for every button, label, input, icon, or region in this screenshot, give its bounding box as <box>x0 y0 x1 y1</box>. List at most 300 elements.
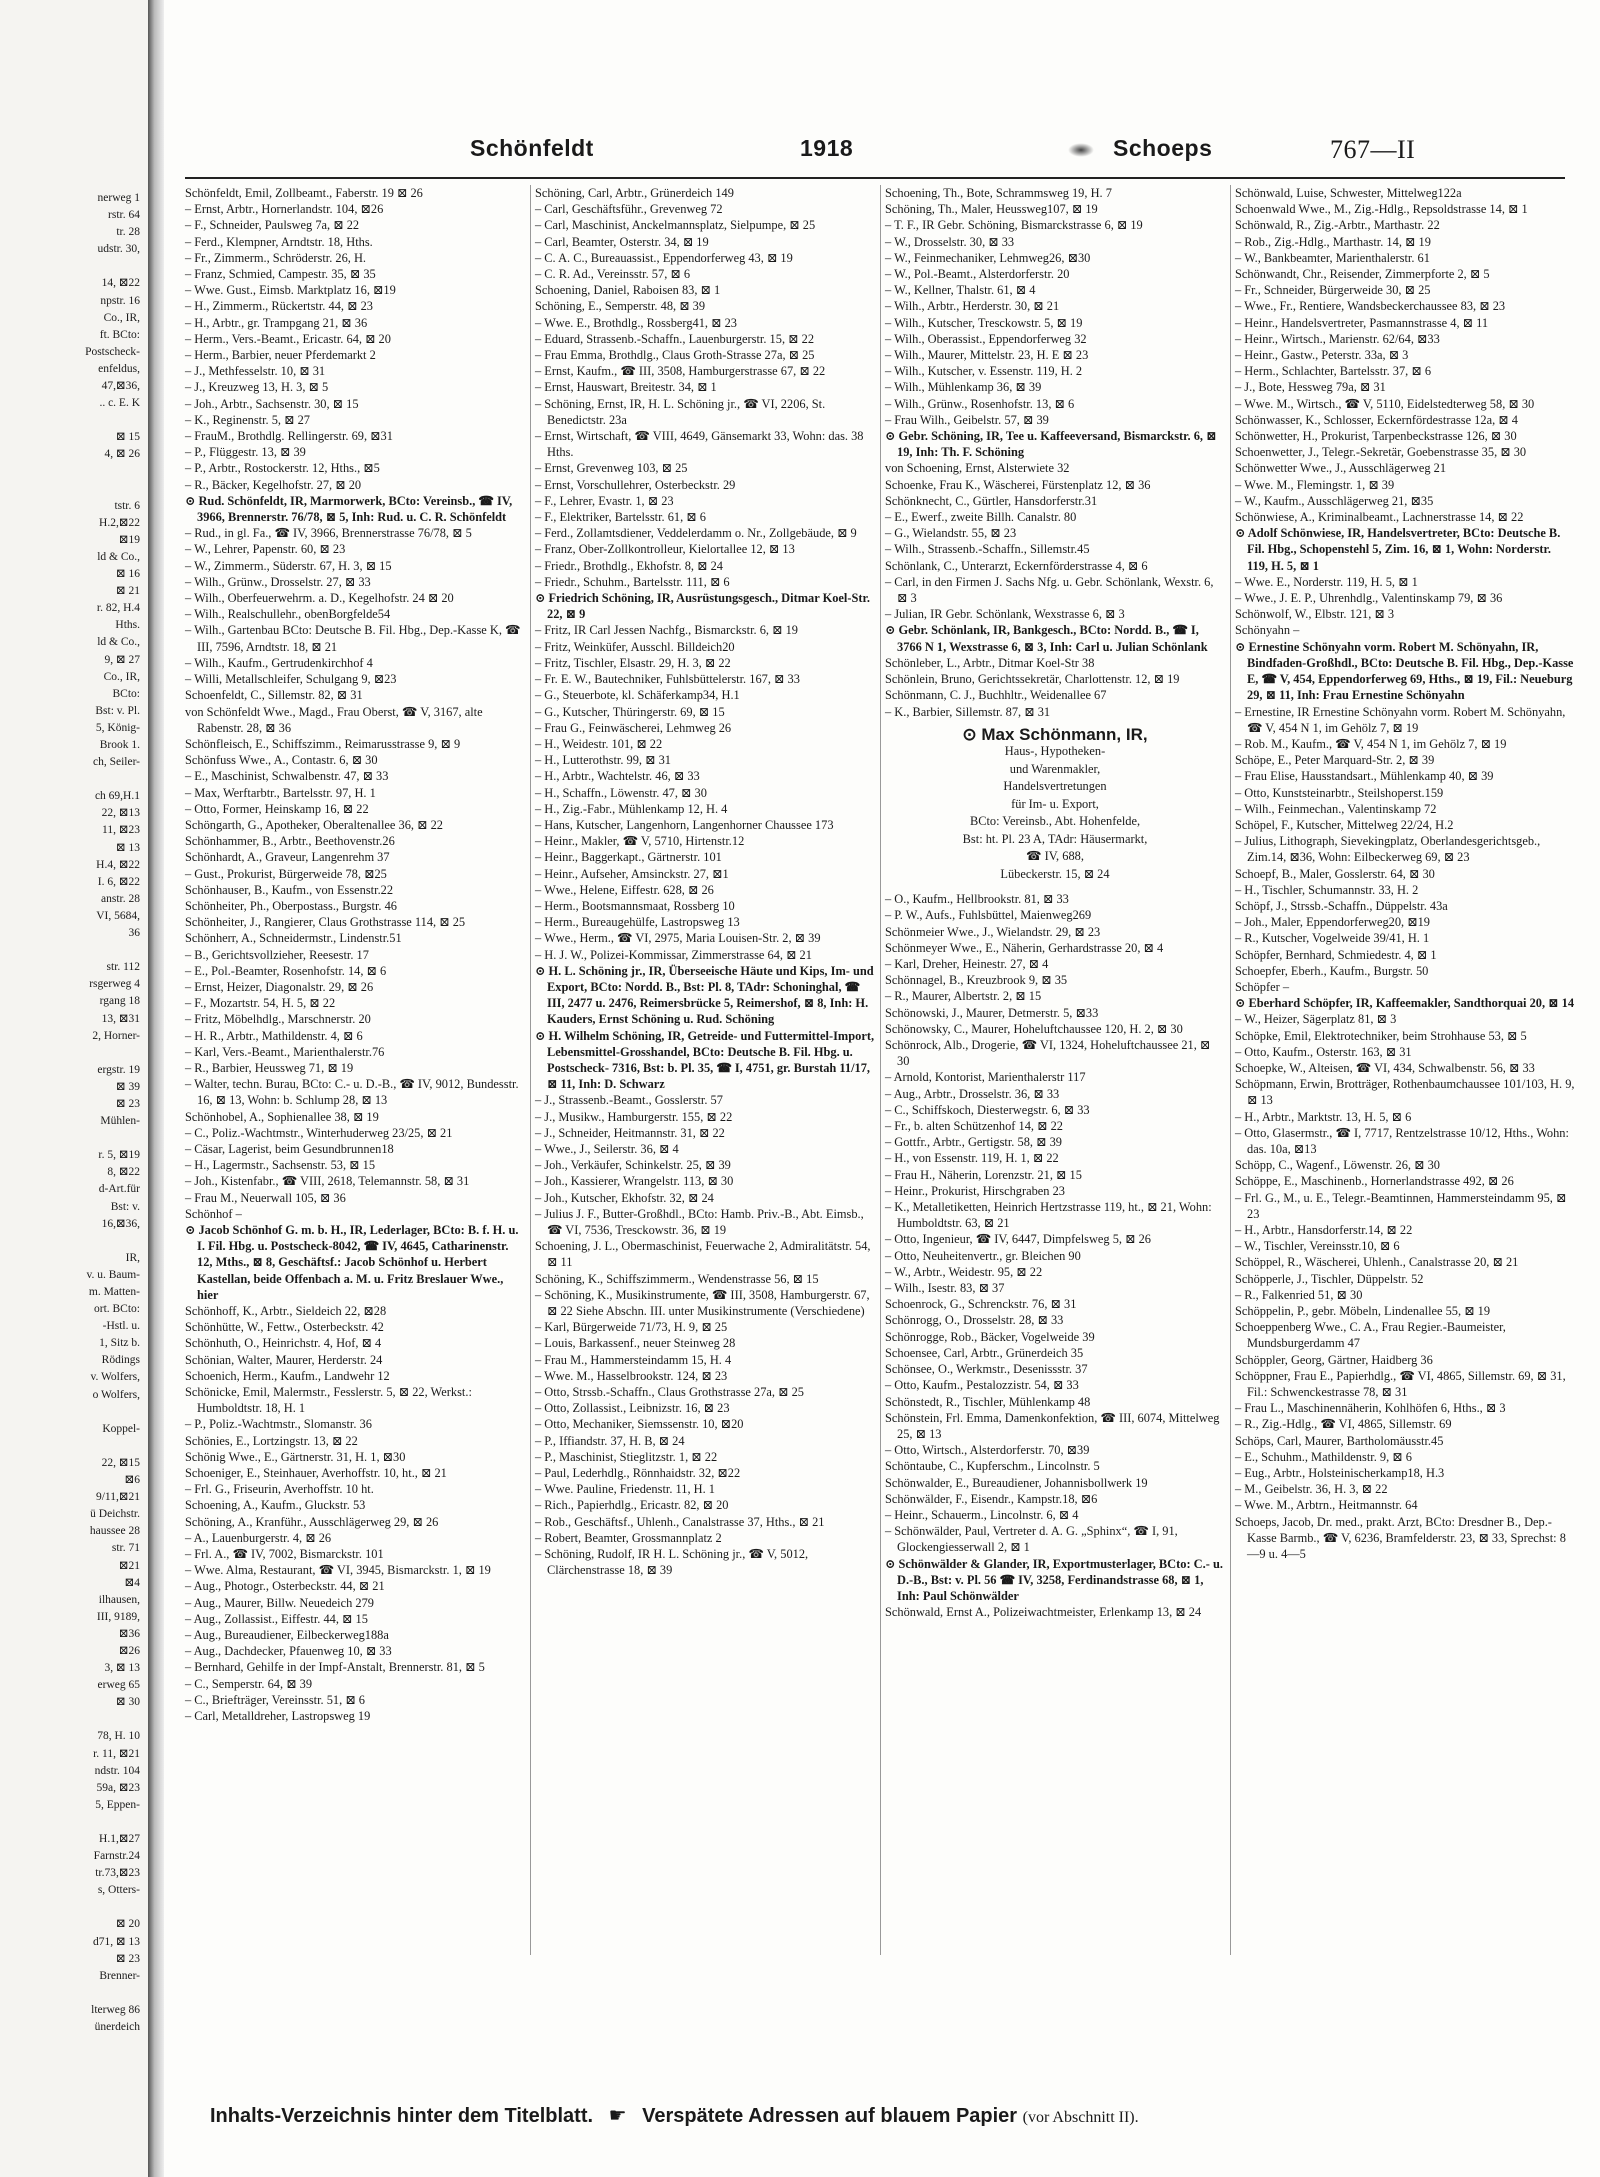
previous-page-fragment: s, Otters- <box>97 1884 140 1897</box>
directory-entry: Schoening, Daniel, Raboisen 83, ⊠ 1 <box>535 283 721 298</box>
page-footer <box>210 2103 1510 2133</box>
directory-entry: – Julian, IR Gebr. Schönlank, Wexstrasse 6, ⊠ 3 <box>885 607 1125 622</box>
directory-entry: – Joh., Verkäufer, Schinkelstr. 25, ⊠ 39 <box>535 1158 731 1173</box>
directory-entry: – Franz, Ober-Zollkontrolleur, Kielortallee 12, ⊠ 13 <box>535 542 795 557</box>
previous-page-fragment <box>0 1985 140 2002</box>
directory-entry: Schöpperle, J., Tischler, Düppelstr. 52 <box>1235 1271 1424 1286</box>
previous-page-fragment: str. 71 <box>111 1542 140 1555</box>
previous-page-fragment: ⊠4 <box>124 1576 140 1589</box>
directory-entry: Schöppler, Georg, Gärtner, Haidberg 36 <box>1235 1352 1433 1367</box>
directory-page <box>175 70 1578 2150</box>
previous-page-fragment <box>0 1130 140 1147</box>
directory-entry: – Herm., Vers.-Beamt., Ericastr. 64, ⊠ 20 <box>185 331 391 346</box>
directory-entry: – G., Steuerbote, kl. Schäferkamp34, H.1 <box>535 688 740 703</box>
previous-page-fragment <box>0 1045 140 1062</box>
previous-page-fragment: tstr. 6 <box>114 499 140 512</box>
directory-entry: – Carl, Maschinist, Anckelmannsplatz, Sielpumpe, ⊠ 25 <box>535 218 816 233</box>
directory-entry: – Frau Wilh., Geibelstr. 57, ⊠ 39 <box>885 412 1049 427</box>
advertisement-line: ☎ IV, 688, <box>1026 849 1084 864</box>
directory-entry: – Ernst, Arbtr., Hornerlandstr. 104, ⊠26 <box>185 202 384 217</box>
firm-entry: ⊙ H. Wilhelm Schöning, IR, Getreide- und Futtermittel-Import, Lebensmittel-Grosshandel, BCto: Deutsche B. Fil. Hbg. u. Postscheck- 7316, Bst: b. Pl. 35, ☎ I, 4751, gr. Burstah 11/17, ⊠ 11, Inh: D. Schwarz <box>535 1028 878 1092</box>
column-divider <box>530 185 531 1955</box>
previous-page-fragment: Farnstr.24 <box>93 1850 140 1863</box>
previous-page-fragment: ⊠36 <box>118 1627 140 1640</box>
directory-entry: Schoenrock, G., Schrenckstr. 76, ⊠ 31 <box>885 1297 1077 1312</box>
directory-entry: – W., Kellner, Thalstr. 61, ⊠ 4 <box>885 283 1036 298</box>
previous-page-fragment: r. 11, ⊠21 <box>93 1747 140 1760</box>
directory-entry: – Frl. G., Friseurin, Averhoffstr. 10 ht. <box>185 1482 374 1497</box>
directory-entry: Schöpfer – <box>1235 979 1290 994</box>
directory-entry: – Paul, Lederhdlg., Rönnhaidstr. 32, ⊠22 <box>535 1466 741 1481</box>
directory-entry: – H., Arbtr., Marktstr. 13, H. 5, ⊠ 6 <box>1235 1109 1412 1124</box>
advertisement-title: ⊙ Max Schönmann, IR, <box>962 724 1148 744</box>
directory-entry: – Rob., Geschäftsf., Uhlenh., Canalstrasse 37, Hths., ⊠ 21 <box>535 1514 825 1529</box>
directory-entry: Schönwiese, A., Kriminalbeamt., Lachnerstrasse 14, ⊠ 22 <box>1235 510 1524 525</box>
previous-page-fragment: Co., IR, <box>103 670 140 683</box>
header-rule <box>185 177 1565 179</box>
directory-entry: – C., Poliz.-Wachtmstr., Winterhuderweg 23/25, ⊠ 21 <box>185 1125 453 1140</box>
directory-entry: – Wilh., Oberfeuerwehrm. a. D., Kegelhofstr. 24 ⊠ 20 <box>185 591 454 606</box>
directory-entry: Schoenwetter, J., Telegr.-Sekretär, Goebenstrasse 35, ⊠ 30 <box>1235 445 1527 460</box>
directory-entry: Schönrogg, O., Drosselstr. 28, ⊠ 33 <box>885 1313 1064 1328</box>
previous-page-fragment: 8, ⊠22 <box>107 1166 140 1179</box>
directory-entry: – K., Barbier, Sillemstr. 87, ⊠ 31 <box>885 704 1051 719</box>
directory-entry: – O., Kaufm., Hellbrookstr. 81, ⊠ 33 <box>885 892 1069 907</box>
directory-entry: Schönknecht, C., Gürtler, Hansdorferstr.31 <box>885 493 1098 508</box>
directory-entry: – H., Zig.-Fabr., Mühlenkamp 12, H. 4 <box>535 801 728 816</box>
directory-entry: Schoepke, W., Alteisen, ☎ VI, 434, Schwalbenstr. 56, ⊠ 33 <box>1235 1060 1535 1075</box>
directory-entry: Schoenfeldt, C., Sillemstr. 82, ⊠ 31 <box>185 688 363 703</box>
directory-entry: Schönrock, Alb., Drogerie, ☎ VI, 1324, Hoheluftchaussee 21, ⊠ 30 <box>885 1038 1214 1069</box>
directory-entry: – F., Elektriker, Bartelsstr. 61, ⊠ 6 <box>535 510 706 525</box>
directory-entry: – Otto, Zollassist., Leibnizstr. 16, ⊠ 23 <box>535 1401 730 1416</box>
directory-entry: – Frau Emma, Brothdlg., Claus Groth-Strasse 27a, ⊠ 25 <box>535 348 815 363</box>
advertisement-line: Bst: ht. Pl. 23 A, TAdr: Häusermarkt, <box>962 831 1148 846</box>
previous-page-fragment <box>0 1711 140 1728</box>
previous-page-fragment: Mühlen- <box>100 1115 140 1128</box>
firm-entry: ⊙ Friedrich Schöning, IR, Ausrüstungsgesch., Ditmar Koel-Str. 22, ⊠ 9 <box>535 591 874 622</box>
directory-entry: – Frau M., Hammersteindamm 15, H. 4 <box>535 1352 732 1367</box>
directory-entry: – Friedr., Brothdlg., Ekhofstr. 8, ⊠ 24 <box>535 558 723 573</box>
directory-entry: – Wwe. Gust., Eimsb. Marktplatz 16, ⊠19 <box>185 283 396 298</box>
directory-entry: – P., Maschinist, Stieglitzstr. 1, ⊠ 22 <box>535 1449 718 1464</box>
firm-entry: ⊙ Ernestine Schönyahn vorm. Robert M. Schönyahn, IR, Bindfaden-Großhdl., BCto: Deutsche B. Fil. Hbg., Dep.-Kasse E, ☎ V, 454, Eppendorferweg 69, Hths., ⊠ 19, Fil.: Neueburg 29, ⊠ 11, Inh: Frau Ernestine Schönyahn <box>1235 639 1577 703</box>
footer-index-note: Inhalts-Verzeichnis hinter dem Titelblatt. <box>210 2105 594 2127</box>
previous-page-fragment: ch, Seiler- <box>92 756 140 769</box>
directory-entry: – Max, Werftarbtr., Bartelsstr. 97, H. 1 <box>185 785 376 800</box>
directory-entry: – W., Bankbeamter, Marienthalerstr. 61 <box>1235 250 1430 265</box>
directory-entry: – P. W., Aufs., Fuhlsbüttel, Maienweg269 <box>885 908 1092 923</box>
directory-entry: – E., Maschinist, Schwalbenstr. 47, ⊠ 33 <box>185 769 389 784</box>
directory-entry: – Eduard, Strassenb.-Schaffn., Lauenburgerstr. 15, ⊠ 22 <box>535 331 815 346</box>
directory-entry: – H., Schaffn., Löwenstr. 47, ⊠ 30 <box>535 785 707 800</box>
previous-page-fragment: 11, ⊠23 <box>102 824 140 837</box>
directory-entry: – Heinr., Wirtsch., Marienstr. 62/64, ⊠33 <box>1235 331 1440 346</box>
directory-entry: Schönstein, Frl. Emma, Damenkonfektion, ☎ III, 6074, Mittelweg 25, ⊠ 13 <box>885 1410 1223 1441</box>
previous-page-fragment: ⊠ 13 <box>115 841 140 854</box>
directory-entry: Schönwalder, E., Bureaudiener, Johannisbollwerk 19 <box>885 1475 1148 1490</box>
previous-page-fragment: ⊠ 21 <box>115 585 140 598</box>
directory-entry: – Heinr., Aufseher, Amsinckstr. 27, ⊠1 <box>535 866 729 881</box>
previous-page-fragment: rsgerweg 4 <box>89 978 140 991</box>
directory-entry: – Otto, Ingenieur, ☎ IV, 6447, Dimpfelsweg 5, ⊠ 26 <box>885 1232 1151 1247</box>
advertisement-line: Lübeckerstr. 15, ⊠ 24 <box>1000 866 1110 881</box>
firm-entry: ⊙ Gebr. Schöning, IR, Tee u. Kaffeeversand, Bismarckstr. 6, ⊠ 19, Inh: Th. F. Schöning <box>885 429 1220 460</box>
directory-entry: Schönhof – <box>185 1206 242 1221</box>
directory-entry: – Herm., Bureaugehülfe, Lastropsweg 13 <box>535 915 740 930</box>
directory-entry: – Schöning, Ernst, IR, H. L. Schöning jr., ☎ VI, 2206, St. Benedictstr. 23a <box>535 396 829 427</box>
previous-page-fragment: str. 112 <box>106 961 140 974</box>
advertisement-line: und Warenmakler, <box>1009 761 1101 776</box>
previous-page-fragment: ft. BCto: <box>99 328 140 341</box>
directory-entry: – Robert, Beamter, Grossmannplatz 2 <box>535 1530 722 1545</box>
advertisement-max-schoenmann <box>885 726 1225 884</box>
advertisement-line: für Im- u. Export, <box>1011 796 1099 811</box>
directory-entry: – Walter, techn. Burau, BCto: C.- u. D.-B., ☎ IV, 9012, Bundesstr. 16, ⊠ 13, Wohn: b. Schlump 28, ⊠ 13 <box>185 1077 522 1108</box>
previous-page-fragment: 9/11,⊠21 <box>95 1491 140 1504</box>
directory-entry: Schönowski, J., Maurer, Detmerstr. 5, ⊠33 <box>885 1005 1099 1020</box>
previous-page-fragment <box>0 1814 140 1831</box>
directory-entry: Schönsee, O., Werkmstr., Desenissstr. 37 <box>885 1362 1088 1377</box>
previous-page-fragment: 1, Sitz b. <box>99 1337 140 1350</box>
directory-entry: – J., Bote, Hessweg 79a, ⊠ 31 <box>1235 380 1386 395</box>
directory-entry: – Heinr., Prokurist, Hirschgraben 23 <box>885 1183 1065 1198</box>
firm-entry: ⊙ Schönwälder & Glander, IR, Exportmusterlager, BCto: C.- u. D.-B., Bst: v. Pl. 56 ☎ IV, 3258, Ferdinandstrasse 68, ⊠ 1, Inh: Paul Schönwälder <box>885 1556 1227 1603</box>
previous-page-fragment: ⊠6 <box>124 1474 140 1487</box>
directory-entry: Schoening, A., Kaufm., Gluckstr. 53 <box>185 1498 366 1513</box>
previous-page-fragment: -Hstl. u. <box>102 1320 140 1333</box>
directory-entry: – Otto, Strssb.-Schaffn., Claus Grothstrasse 27a, ⊠ 25 <box>535 1385 804 1400</box>
directory-entry: Schoenich, Herm., Kaufm., Landwehr 12 <box>185 1368 390 1383</box>
directory-entry: – W., Zimmerm., Süderstr. 67, H. 3, ⊠ 15 <box>185 558 392 573</box>
firm-entry: ⊙ H. L. Schöning jr., IR, Überseeische Häute und Kips, Im- und Export, BCto: Nordd. B., Bst: Pl. 8, TAdr: Schoninghal, ☎ III, 2477 u. 2476, Reimersbrücke 5, Reimershof, ⊠ 8, Inh: H. Kauders, Ernst Schöning u. Rud. Schöning <box>535 963 877 1027</box>
directory-entry: Schönian, Walter, Maurer, Herderstr. 24 <box>185 1352 383 1367</box>
directory-entry: – Wilh., Gartenbau BCto: Deutsche B. Fil. Hbg., Dep.-Kasse K, ☎ III, 7596, Arndtstr. 18, ⊠ 21 <box>185 623 524 654</box>
previous-page-fragment: v. Wolfers, <box>90 1371 140 1384</box>
previous-page-fragment: Brook 1. <box>99 739 140 751</box>
previous-page-fragment: ⊠21 <box>118 1559 140 1572</box>
directory-entry: – Ernst, Hauswart, Breitestr. 34, ⊠ 1 <box>535 380 717 395</box>
previous-page-fragment: 5, König- <box>95 721 140 734</box>
directory-entry: – Ernestine, IR Ernestine Schönyahn vorm. Robert M. Schönyahn, ☎ V, 454 N 1, im Gehölz 7, ⊠ 19 <box>1235 704 1569 735</box>
directory-entry: – G., Kutscher, Thüringerstr. 69, ⊠ 15 <box>535 704 725 719</box>
directory-entry: – Eug., Arbtr., Holsteinischerkamp18, H.3 <box>1235 1466 1445 1481</box>
directory-entry: – Heinr., Schauerm., Lincolnstr. 6, ⊠ 4 <box>885 1507 1079 1522</box>
directory-entry: – H., Arbtr., gr. Trampgang 21, ⊠ 36 <box>185 315 368 330</box>
directory-entry: – Ernst, Heizer, Diagonalstr. 29, ⊠ 26 <box>185 979 374 994</box>
directory-entry: – Fr. E. W., Bautechniker, Fuhlsbüttelerstr. 167, ⊠ 33 <box>535 672 800 687</box>
previous-page-fragment <box>0 771 140 788</box>
directory-entry: Schöppe, E., Maschinenb., Hornerlandstrasse 492, ⊠ 26 <box>1235 1174 1514 1189</box>
directory-entry: – Joh., Arbtr., Sachsenstr. 30, ⊠ 15 <box>185 396 359 411</box>
directory-entry: – J., Strassenb.-Beamt., Gosslerstr. 57 <box>535 1093 723 1108</box>
previous-page-fragment: haussee 28 <box>89 1525 140 1538</box>
directory-entry: Schöppel, R., Wäscherei, Uhlenh., Canalstrasse 20, ⊠ 21 <box>1235 1255 1519 1270</box>
directory-entry: Schönhuth, O., Heinrichstr. 4, Hof, ⊠ 4 <box>185 1336 382 1351</box>
directory-entry: – Rich., Papierhdlg., Ericastr. 82, ⊠ 20 <box>535 1498 729 1513</box>
previous-page-fragment: ⊠26 <box>118 1644 140 1657</box>
directory-entry: Schönhardt, A., Graveur, Langenrehm 37 <box>185 850 390 865</box>
previous-page-fragment: ünerdeich <box>94 2021 140 2034</box>
previous-page-fragment: ch 69,H.1 <box>94 790 140 803</box>
directory-entry: Schönwälder, F., Eisendr., Kampstr.18, ⊠6 <box>885 1491 1098 1506</box>
directory-entry: Schoeps, Jacob, Dr. med., prakt. Arzt, BCto: Dresdner B., Dep.-Kasse Barmb., ☎ V, 6236, Bramfelderstr. 23, ⊠ 33, Sprechst: 8—9 u. 4—5 <box>1235 1514 1566 1562</box>
directory-entry: – H., Lutterothstr. 99, ⊠ 31 <box>535 753 671 768</box>
previous-page-fragment <box>0 1404 140 1421</box>
previous-page-fragment <box>0 258 140 275</box>
previous-page-fragment: IR, <box>125 1251 140 1264</box>
directory-entry: – Heinr., Gastw., Peterstr. 33a, ⊠ 3 <box>1235 348 1409 363</box>
previous-page-fragment: VI, 5684, <box>96 909 140 922</box>
directory-entry: – F., Lehrer, Evastr. 1, ⊠ 23 <box>535 493 674 508</box>
directory-entry: – Schönwälder, Paul, Vertreter d. A. G. „Sphinx“, ☎ I, 91, Glockengiesserwall 2, ⊠ 1 <box>885 1524 1181 1555</box>
directory-entry: Schöntaube, C., Kupferschm., Lincolnstr. 5 <box>885 1459 1100 1474</box>
previous-page-fragment: ndstr. 104 <box>94 1764 140 1777</box>
firm-entry: ⊙ Eberhard Schöpfer, IR, Kaffeemakler, Sandthorquai 20, ⊠ 14 <box>1235 996 1575 1011</box>
directory-entry: Schönwald, Luise, Schwester, Mittelweg122a <box>1235 186 1462 200</box>
directory-entry: – R., Maurer, Albertstr. 2, ⊠ 15 <box>885 989 1042 1004</box>
directory-entry: Schöpe, E., Peter Marquard-Str. 2, ⊠ 39 <box>1235 753 1435 768</box>
header-year: 1918 <box>800 135 854 161</box>
directory-entry: – Karl, Dreher, Heinestr. 27, ⊠ 4 <box>885 957 1049 972</box>
directory-entry: Schoensee, Carl, Arbtr., Grünerdeich 35 <box>885 1345 1084 1360</box>
directory-entry: – Herm., Schlachter, Bartelsstr. 37, ⊠ 6 <box>1235 364 1432 379</box>
directory-entry: Schönwetter Wwe., J., Ausschlägerweg 21 <box>1235 461 1447 476</box>
previous-page-fragment: Koppel- <box>102 1422 140 1435</box>
directory-entry: Schoenwald Wwe., M., Zig.-Hdlg., Repsoldstrasse 14, ⊠ 1 <box>1235 202 1528 217</box>
directory-entry: – Wilh., Grünw., Rosenhofstr. 13, ⊠ 6 <box>885 396 1075 411</box>
footer-section-note: (vor Abschnitt II). <box>1022 2109 1139 2126</box>
directory-entry: – Rob. M., Kaufm., ☎ V, 454 N 1, im Gehölz 7, ⊠ 19 <box>1235 736 1507 751</box>
firm-entry: ⊙ Rud. Schönfeldt, IR, Marmorwerk, BCto: Vereinsb., ☎ IV, 3966, Brennerstr. 76/78, ⊠ 5, Inh: Rud. u. C. R. Schönfeldt <box>185 493 516 525</box>
previous-page-fragment: 4, ⊠ 26 <box>104 448 140 461</box>
directory-entry: Schöpf, J., Strssb.-Schaffn., Düppelstr. 43a <box>1235 898 1448 913</box>
directory-entry: – E., Ewerf., zweite Billh. Canalstr. 80 <box>885 510 1077 525</box>
previous-page-fragment: ⊠ 16 <box>115 568 140 581</box>
directory-entry: Schöps, Carl, Maurer, Bartholomäusstr.45 <box>1235 1433 1444 1448</box>
directory-entry: Schöppelin, P., gebr. Möbeln, Lindenallee 55, ⊠ 19 <box>1235 1304 1491 1319</box>
previous-page-fragment: r. 5, ⊠19 <box>98 1149 140 1162</box>
previous-page-fragment: 13, ⊠31 <box>101 1012 140 1025</box>
directory-entry: – K., Metalletiketten, Heinrich Hertzstrasse 119, ht., ⊠ 21, Wohn: Humboldtstr. 63, ⊠ 21 <box>885 1200 1215 1231</box>
column-3 <box>885 185 1225 1955</box>
directory-entry: – Fr., b. alten Schützenhof 14, ⊠ 22 <box>885 1119 1063 1134</box>
previous-page-fragment: tr.73,⊠23 <box>95 1867 140 1880</box>
directory-entry: von Schoening, Ernst, Alsterwiete 32 <box>885 461 1070 476</box>
previous-page-fragment: 47,⊠36, <box>101 380 140 393</box>
directory-entry: Schöning, A., Kranführ., Ausschlägerweg 29, ⊠ 26 <box>185 1514 439 1529</box>
directory-entry: – Bernhard, Gehilfe in der Impf-Anstalt, Brennerstr. 81, ⊠ 5 <box>185 1660 485 1675</box>
previous-page-fragment: ⊠ 15 <box>115 431 140 444</box>
previous-page-fragment: m. Matten- <box>88 1286 140 1298</box>
directory-entry: – Carl, Metalldreher, Lastropsweg 19 <box>185 1709 371 1724</box>
directory-entry: – Wwe. E., Norderstr. 119, H. 5, ⊠ 1 <box>1235 574 1418 589</box>
directory-entry: – H. R., Arbtr., Mathildenstr. 4, ⊠ 6 <box>185 1028 363 1043</box>
directory-entry: – Heinr., Makler, ☎ V, 5710, Hirtenstr.12 <box>535 834 745 849</box>
directory-entry: Schönlein, Bruno, Gerichtssekretär, Charlottenstr. 12, ⊠ 19 <box>885 672 1180 687</box>
directory-entry: – Gust., Prokurist, Bürgerweide 78, ⊠25 <box>185 866 387 881</box>
page-header <box>175 135 1575 175</box>
directory-entry: – Carl, in den Firmen J. Sachs Nfg. u. Gebr. Schönlank, Wexstr. 6, ⊠ 3 <box>885 574 1217 606</box>
previous-page-fragment: o Wolfers, <box>92 1388 140 1401</box>
directory-entry: – Frl. A., ☎ IV, 7002, Bismarckstr. 101 <box>185 1547 384 1562</box>
previous-page-fragment: lterweg 86 <box>91 2003 140 2016</box>
previous-page-fragment: ⊠ 23 <box>115 1952 140 1965</box>
directory-entry: – Aug., Photogr., Osterbeckstr. 44, ⊠ 21 <box>185 1579 385 1594</box>
directory-entry: Schönwetter, H., Prokurist, Tarpenbeckstrasse 126, ⊠ 30 <box>1235 429 1517 444</box>
directory-entry: Schönherr, A., Schneidermstr., Lindenstr.51 <box>185 931 402 946</box>
previous-page-text-strip <box>0 0 140 2036</box>
directory-entry: – Wilh., Kaufm., Gertrudenkirchhof 4 <box>185 655 373 670</box>
directory-entry: – Otto, Neuheitenvertr., gr. Bleichen 90 <box>885 1248 1081 1263</box>
directory-entry: – C., Briefträger, Vereinsstr. 51, ⊠ 6 <box>185 1692 365 1707</box>
directory-entry: – Fritz, Weinküfer, Ausschl. Billdeich20 <box>535 639 735 654</box>
advertisement-line: BCto: Vereinsb., Abt. Hohenfelde, <box>969 814 1141 829</box>
header-page-number: 767—II <box>1330 135 1416 164</box>
previous-page-fragment: 59a, ⊠23 <box>96 1781 140 1794</box>
directory-entry: – Wilh., Arbtr., Herderstr. 30, ⊠ 21 <box>885 299 1060 314</box>
directory-entry: – Ferd., Klempner, Arndtstr. 18, Hths. <box>185 234 373 249</box>
directory-entry: – P., Flüggestr. 13, ⊠ 39 <box>185 445 306 460</box>
directory-entry: – Wwe. E., Brothdlg., Rossberg41, ⊠ 23 <box>535 315 737 330</box>
directory-entry: – Otto, Former, Heinskamp 16, ⊠ 22 <box>185 801 369 816</box>
directory-entry: – R., Falkenried 51, ⊠ 30 <box>1235 1287 1363 1302</box>
directory-entry: Schönheiter, Ph., Oberpostass., Burgstr. 46 <box>185 898 397 913</box>
directory-entry: – P., Arbtr., Rostockerstr. 12, Hths., ⊠5 <box>185 461 380 476</box>
directory-entry: – R., Bäcker, Kegelhofstr. 27, ⊠ 20 <box>185 477 362 492</box>
column-divider <box>880 185 881 1955</box>
directory-entry: Schöpke, Emil, Elektrotechniker, beim Strohhause 53, ⊠ 5 <box>1235 1028 1527 1043</box>
directory-entry: – Wilh., Maurer, Mittelstr. 23, H. E ⊠ 23 <box>885 348 1089 363</box>
directory-entry: Schöpel, F., Kutscher, Mittelweg 22/24, H.2 <box>1235 817 1454 832</box>
directory-entry: – W., Pol.-Beamt., Alsterdorferstr. 20 <box>885 267 1070 282</box>
directory-entry: Schönwald, Ernst A., Polizeiwachtmeister, Erlenkamp 13, ⊠ 24 <box>885 1605 1202 1620</box>
directory-entry: – Wwe. M., Flemingstr. 1, ⊠ 39 <box>1235 477 1395 492</box>
directory-entry: Schönig Wwe., E., Gärtnerstr. 31, H. 1, ⊠30 <box>185 1449 406 1464</box>
directory-entry: – C., Semperstr. 64, ⊠ 39 <box>185 1676 313 1691</box>
directory-entry: Schoeniger, E., Steinhauer, Averhoffstr. 10, ht., ⊠ 21 <box>185 1466 447 1481</box>
previous-page-fragment: r. 82, H.4 <box>96 602 140 615</box>
directory-entry: – Frau H., Näherin, Lorenzstr. 21, ⊠ 15 <box>885 1167 1082 1182</box>
directory-entry: – Wwe., Fr., Rentiere, Wandsbeckerchaussee 83, ⊠ 23 <box>1235 299 1506 314</box>
directory-entry: – Frau M., Neuerwall 105, ⊠ 36 <box>185 1190 346 1205</box>
previous-page-fragment: 2, Horner- <box>92 1029 140 1042</box>
directory-entry: – Hans, Kutscher, Langenhorn, Langenhorner Chaussee 173 <box>535 817 834 832</box>
directory-entry: Schöpfer, Bernhard, Schmiedestr. 4, ⊠ 1 <box>1235 947 1437 962</box>
directory-entry: – Ernst, Grevenweg 103, ⊠ 25 <box>535 461 688 476</box>
previous-page-fragment: Co., IR, <box>103 311 140 324</box>
previous-page-fragment: ort. BCto: <box>93 1303 140 1316</box>
directory-entry: – Frau L., Maschinennäherin, Kohlhöfen 6, Hths., ⊠ 3 <box>1235 1401 1506 1416</box>
directory-entry: – T. F., IR Gebr. Schöning, Bismarckstrasse 6, ⊠ 19 <box>885 218 1143 233</box>
previous-page-fragment: Rödings <box>101 1354 140 1367</box>
directory-entry: – J., Kreuzweg 13, H. 3, ⊠ 5 <box>185 380 329 395</box>
directory-entry: – Fritz, Tischler, Elsastr. 29, H. 3, ⊠ 22 <box>535 655 731 670</box>
directory-entry: – Wwe. Alma, Restaurant, ☎ VI, 3945, Bismarckstr. 1, ⊠ 19 <box>185 1563 491 1578</box>
directory-entry: – P., Poliz.-Wachtmstr., Slomanstr. 36 <box>185 1417 372 1432</box>
directory-entry: Schönyahn – <box>1235 623 1300 638</box>
directory-entry: – J., Schneider, Heitmannstr. 31, ⊠ 22 <box>535 1125 725 1140</box>
directory-entry: – F., Schneider, Paulsweg 7a, ⊠ 22 <box>185 218 360 233</box>
pointing-hand-icon: ☛ <box>608 2105 627 2127</box>
directory-entry: – W., Tischler, Vereinsstr.10, ⊠ 6 <box>1235 1239 1400 1254</box>
previous-page-fragment: rstr. 64 <box>108 209 140 222</box>
column-2 <box>535 185 878 1955</box>
directory-entry: – Carl, Geschäftsführ., Grevenweg 72 <box>535 202 723 217</box>
directory-entry: – H., Arbtr., Wachtelstr. 46, ⊠ 33 <box>535 769 700 784</box>
directory-entry: – Schöning, Rudolf, IR H. L. Schöning jr., ☎ V, 5012, Clärchenstrasse 18, ⊠ 39 <box>535 1547 812 1578</box>
directory-entry: Schönwasser, K., Schlosser, Eckernfördestrasse 12a, ⊠ 4 <box>1235 412 1518 427</box>
previous-page-fragment: 36 <box>128 927 140 940</box>
previous-page-fragment <box>0 1438 140 1455</box>
directory-entry: Schoeppenberg Wwe., C. A., Frau Regier.-Baumeister, Mundsburgerdamm 47 <box>1235 1320 1510 1351</box>
directory-entry: – B., Gerichtsvollzieher, Reesestr. 17 <box>185 947 369 962</box>
directory-entry: Schönhauser, B., Kaufm., von Essenstr.22 <box>185 882 394 897</box>
directory-entry: – R., Kutscher, Vogelweide 39/41, H. 1 <box>1235 931 1430 946</box>
directory-entry: – Wilh., Strassenb.-Schaffn., Sillemstr.45 <box>885 542 1090 557</box>
previous-page-fragment: Hths. <box>115 619 140 632</box>
directory-entry: – Otto, Kaufm., Osterstr. 163, ⊠ 31 <box>1235 1044 1412 1059</box>
previous-page-fragment: ⊠ 20 <box>115 1918 140 1931</box>
previous-page-fragment <box>0 1233 140 1250</box>
directory-entry: – Arnold, Kontorist, Marienthalerstr 117 <box>885 1070 1086 1085</box>
directory-entry: – Herm., Bootsmannsmaat, Rossberg 10 <box>535 898 735 913</box>
previous-page-fragment: rgang 18 <box>99 995 140 1008</box>
directory-entry: – Joh., Kistenfabr., ☎ VIII, 2618, Telemannstr. 58, ⊠ 31 <box>185 1174 470 1189</box>
directory-entry: – E., Schuhm., Mathildenstr. 9, ⊠ 6 <box>1235 1449 1412 1464</box>
directory-entry: Schönrogge, Rob., Bäcker, Vogelweide 39 <box>885 1329 1095 1344</box>
footer-late-addresses-note: Verspätete Adressen auf blauem Papier <box>642 2105 1018 2127</box>
previous-page-fragment: H.1,⊠27 <box>99 1833 140 1845</box>
directory-entry: Schönleber, L., Arbtr., Ditmar Koel-Str 38 <box>885 655 1095 670</box>
directory-entry: – Wwe., J., Seilerstr. 36, ⊠ 4 <box>535 1141 679 1156</box>
directory-entry: – H., Tischler, Schumannstr. 33, H. 2 <box>1235 882 1419 897</box>
directory-entry: – Wwe., Helene, Eiffestr. 628, ⊠ 26 <box>535 882 714 897</box>
directory-entry: – C., Schiffskoch, Diesterwegstr. 6, ⊠ 33 <box>885 1102 1090 1117</box>
directory-entry: – E., Pol.-Beamter, Rosenhofstr. 14, ⊠ 6 <box>185 963 387 978</box>
directory-entry: – Wilh., Kutscher, v. Essenstr. 119, H. 2 <box>885 364 1083 379</box>
previous-page-fragment: ⊠ 23 <box>115 1097 140 1110</box>
directory-entry: Schönhammer, B., Arbtr., Beethovenstr.26 <box>185 834 395 849</box>
directory-entry: – W., Feinmechaniker, Lehmweg26, ⊠30 <box>885 250 1091 265</box>
directory-entry: – Frl. G., M., u. E., Telegr.-Beamtinnen, Hammersteindamm 95, ⊠ 23 <box>1235 1190 1570 1221</box>
directory-entry: – Karl, Bürgerweide 71/73, H. 9, ⊠ 25 <box>535 1320 728 1335</box>
directory-entry: Schönstedt, R., Tischler, Mühlenkamp 48 <box>885 1394 1091 1409</box>
directory-entry: – Aug., Maurer, Billw. Neuedeich 279 <box>185 1595 374 1610</box>
directory-entry: – Wilh., Realschullehr., obenBorgfelde54 <box>185 607 391 622</box>
previous-page-fragment <box>0 481 140 498</box>
directory-entry: – Gottfr., Arbtr., Gertigstr. 58, ⊠ 39 <box>885 1135 1062 1150</box>
previous-page-fragment: 16,⊠36, <box>101 1217 140 1230</box>
directory-entry: Schoening, J. L., Obermaschinist, Feuerwache 2, Admiralitätstr. 54, ⊠ 11 <box>535 1239 874 1270</box>
directory-entry: – Rud., in gl. Fa., ☎ IV, 3966, Brennerstrasse 76/78, ⊠ 5 <box>185 526 472 541</box>
directory-entry: – Wwe., Herm., ☎ VI, 2975, Maria Louisen-Str. 2, ⊠ 39 <box>535 931 821 946</box>
previous-page-fragment <box>0 464 140 481</box>
previous-page-fragment: I. 6, ⊠22 <box>97 875 140 888</box>
directory-entry: – W., Kaufm., Ausschlägerweg 21, ⊠35 <box>1235 493 1434 508</box>
directory-entry: Schönfleisch, E., Schiffszimm., Reimarusstrasse 9, ⊠ 9 <box>185 736 461 751</box>
directory-entry: – Schöning, K., Musikinstrumente, ☎ III, 3508, Hamburgerstr. 67, ⊠ 22 Siehe Abschn. III. unter Musikinstrumente (Verschiedene) <box>535 1287 873 1319</box>
previous-page-edge <box>0 0 153 2177</box>
directory-entry: – W., Lehrer, Papenstr. 60, ⊠ 23 <box>185 542 346 557</box>
previous-page-fragment: ü Deichstr. <box>90 1508 140 1521</box>
previous-page-fragment <box>0 1899 140 1916</box>
directory-entry: – Aug., Arbtr., Drosselstr. 36, ⊠ 33 <box>885 1086 1060 1101</box>
directory-entry: Schöpp, C., Wagenf., Löwenstr. 26, ⊠ 30 <box>1235 1158 1440 1173</box>
previous-page-fragment: 22, ⊠13 <box>101 807 140 820</box>
directory-entry: Schöppner, Frau E., Papierhdlg., ☎ VI, 4865, Sillemstr. 69, ⊠ 31, Fil.: Schwenckestrasse 78, ⊠ 31 <box>1235 1368 1569 1400</box>
column-4 <box>1235 185 1578 1955</box>
